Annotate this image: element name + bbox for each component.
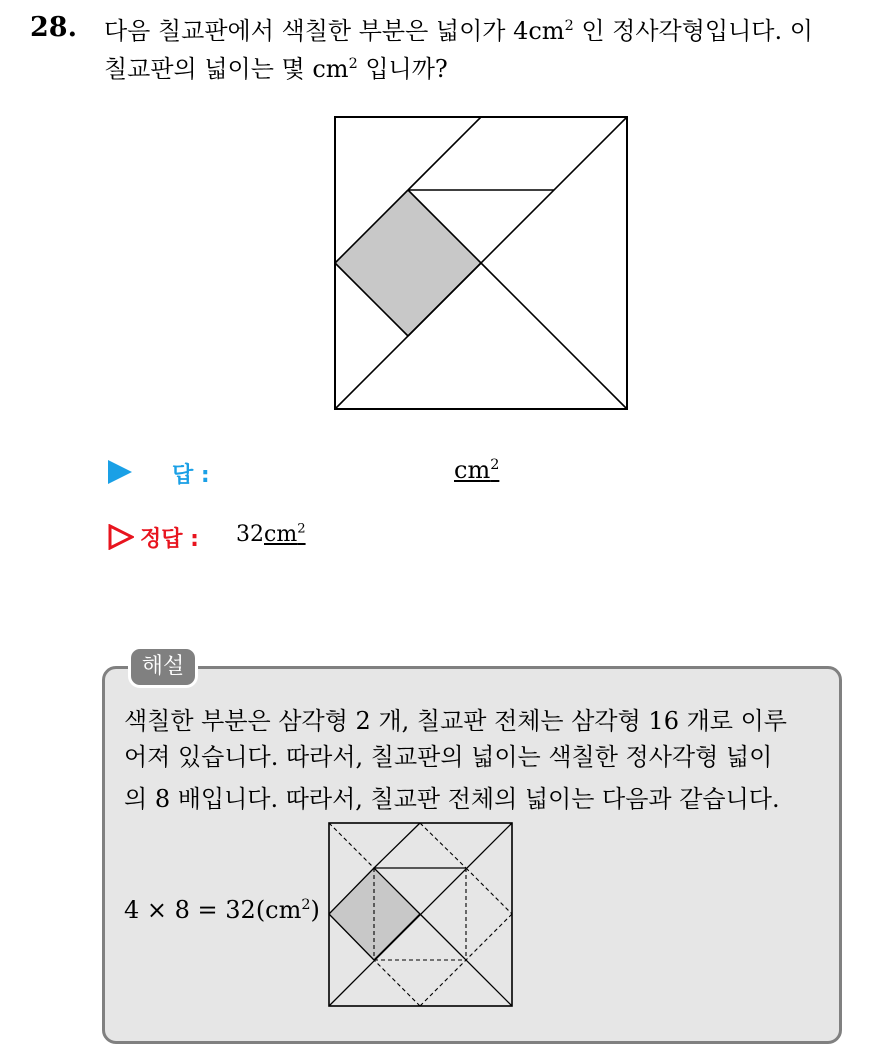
explanation-line-3: 의 8 배입니다. 따라서, 칠교판 전체의 넓이는 다음과 같습니다. [124, 785, 780, 813]
shaded-square [335, 190, 481, 336]
solution-label: 정답 : [140, 527, 199, 552]
explanation-equation: $4 \times 8 = 32(cm^2)$ [124, 896, 320, 924]
answer-row [108, 456, 500, 488]
answer-label: 답 : [172, 463, 210, 488]
play-triangle-icon [108, 460, 132, 484]
question-text-line-1: 다음 칠교판에서 색칠한 부분은 넓이가 $4cm^2$ 인 정사각형입니다. 이 [104, 17, 813, 45]
explanation-tag: 해설 [128, 646, 198, 688]
answer-unit[interactable]: $cm^2$ [454, 456, 500, 484]
explanation-line-1: 색칠한 부분은 삼각형 2 개, 칠교판 전체는 삼각형 16 개로 이루 [124, 707, 787, 735]
tangram-figure [334, 116, 628, 410]
outline-triangle-icon [108, 524, 134, 550]
question-text-line-2: 칠교판의 넓이는 몇 $cm^2$ 입니까? [104, 55, 448, 83]
tangram-grid-figure [328, 822, 514, 1008]
solution-value: $32cm^2$ [236, 521, 306, 547]
question-number: 28. [30, 12, 77, 43]
solution-row [108, 521, 306, 552]
explanation-line-2: 어져 있습니다. 따라서, 칠교판의 넓이는 색칠한 정사각형 넓이 [124, 743, 773, 771]
